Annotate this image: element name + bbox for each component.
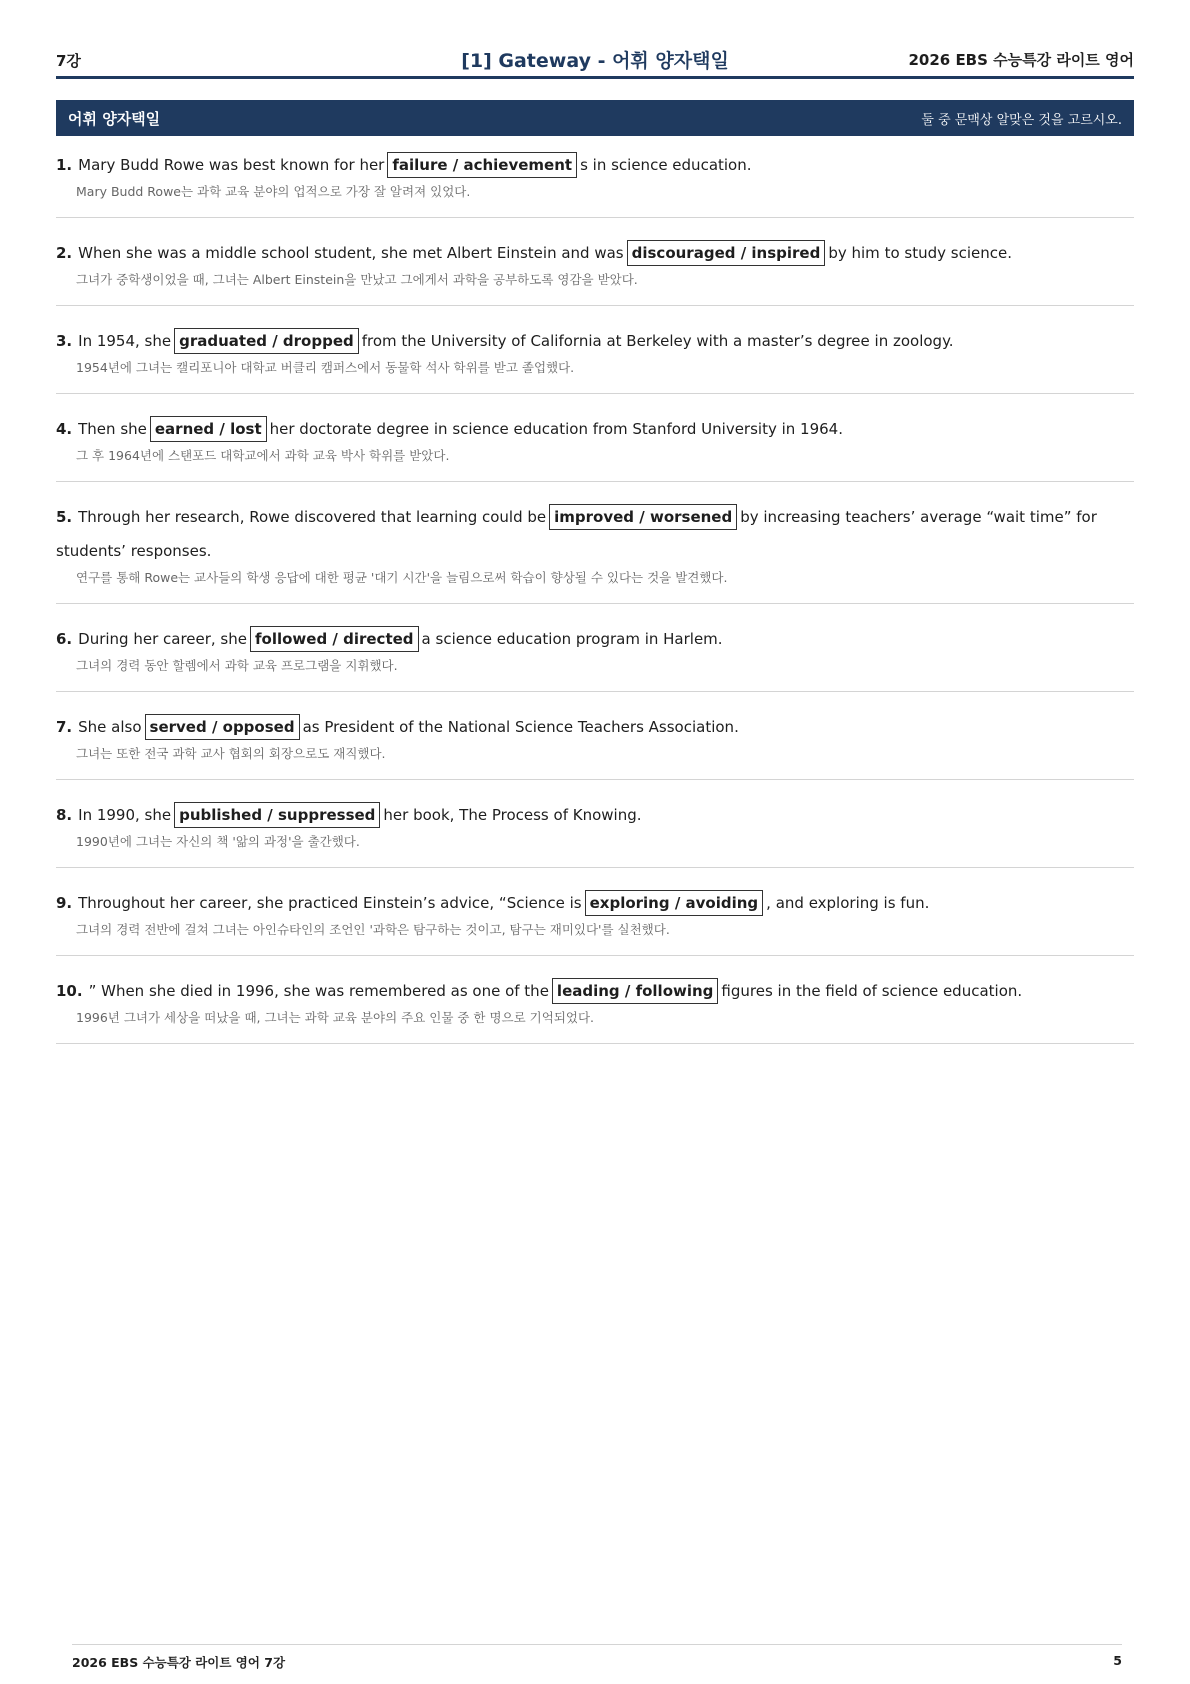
question-korean-translation: 1996년 그녀가 세상을 떠났을 때, 그녀는 과학 교육 분야의 주요 인물 중 한 명으로 기억되었다.	[76, 1010, 595, 1025]
question-english	[56, 622, 1134, 656]
page-footer	[72, 1644, 1122, 1673]
sentence-after: figures in the field of science education.	[721, 982, 1023, 1000]
sentence-before: During her career, she	[78, 630, 247, 648]
question-english	[56, 236, 1134, 270]
question-number: 3.	[56, 332, 73, 350]
question-english	[56, 412, 1134, 446]
choice-box[interactable]: followed / directed	[250, 626, 419, 652]
choice-box[interactable]: published / suppressed	[174, 802, 380, 828]
question-item	[56, 144, 1134, 218]
question-english	[56, 798, 1134, 832]
footer-book-title: 2026 EBS 수능특강 라이트 영어 7강	[72, 1655, 286, 1670]
question-number: 6.	[56, 630, 73, 648]
sentence-after: her doctorate degree in science education from Stanford University in 1964.	[269, 420, 843, 438]
sentence-before: When she was a middle school student, she met Albert Einstein and was	[78, 244, 624, 262]
question-list	[56, 144, 1134, 1058]
question-item	[56, 496, 1134, 604]
question-korean-translation: Mary Budd Rowe는 과학 교육 분야의 업적으로 가장 잘 알려져 있었다.	[76, 184, 471, 199]
section-banner	[56, 100, 1134, 136]
sentence-before: ” When she died in 1996, she was remembered as one of the	[88, 982, 549, 1000]
choice-box[interactable]: served / opposed	[145, 714, 300, 740]
question-number: 5.	[56, 508, 73, 526]
sentence-after: as President of the National Science Teachers Association.	[302, 718, 739, 736]
choice-box[interactable]: failure / achievement	[387, 152, 577, 178]
question-item	[56, 970, 1134, 1044]
sentence-before: Throughout her career, she practiced Einstein’s advice, “Science is	[78, 894, 582, 912]
choice-box[interactable]: exploring / avoiding	[585, 890, 764, 916]
question-korean-translation: 그녀가 중학생이었을 때, 그녀는 Albert Einstein을 만났고 그에게서 과학을 공부하도록 영감을 받았다.	[76, 272, 638, 287]
page-number: 5	[1113, 1653, 1122, 1668]
question-number: 8.	[56, 806, 73, 824]
choice-box[interactable]: discouraged / inspired	[627, 240, 826, 266]
question-number: 4.	[56, 420, 73, 438]
sentence-after: by increasing teachers’ average “wait time” for students’ responses.	[56, 508, 1097, 560]
page-title: [1] Gateway - 어휘 양자택일	[461, 50, 729, 72]
page-header	[56, 44, 1134, 79]
question-korean-translation: 그녀의 경력 전반에 걸쳐 그녀는 아인슈타인의 조언인 '과학은 탐구하는 것이고, 탐구는 재미있다'를 실천했다.	[76, 922, 670, 937]
question-item	[56, 794, 1134, 868]
question-english	[56, 500, 1134, 568]
choice-box[interactable]: improved / worsened	[549, 504, 737, 530]
sentence-after: from the University of California at Berkeley with a master’s degree in zoology.	[361, 332, 954, 350]
question-english	[56, 886, 1134, 920]
question-korean-translation: 그녀는 또한 전국 과학 교사 협회의 회장으로도 재직했다.	[76, 746, 386, 761]
question-korean-translation: 그녀의 경력 동안 할렘에서 과학 교육 프로그램을 지휘했다.	[76, 658, 398, 673]
sentence-after: a science education program in Harlem.	[421, 630, 723, 648]
sentence-before: Through her research, Rowe discovered that learning could be	[78, 508, 547, 526]
choice-box[interactable]: leading / following	[552, 978, 719, 1004]
question-item	[56, 882, 1134, 956]
question-korean-translation: 그 후 1964년에 스탠포드 대학교에서 과학 교육 박사 학위를 받았다.	[76, 448, 450, 463]
sentence-before: In 1990, she	[78, 806, 172, 824]
book-title: 2026 EBS 수능특강 라이트 영어	[908, 51, 1134, 69]
question-item	[56, 232, 1134, 306]
section-title: 어휘 양자택일	[68, 110, 161, 128]
question-item	[56, 618, 1134, 692]
question-english	[56, 974, 1134, 1008]
question-english	[56, 324, 1134, 358]
sentence-before: She also	[78, 718, 142, 736]
question-item	[56, 408, 1134, 482]
question-korean-translation: 1990년에 그녀는 자신의 책 '앎의 과정'을 출간했다.	[76, 834, 360, 849]
question-number: 1.	[56, 156, 73, 174]
lesson-label: 7강	[56, 52, 81, 70]
sentence-before: In 1954, she	[78, 332, 172, 350]
sentence-after: s in science education.	[580, 156, 752, 174]
question-english	[56, 148, 1134, 182]
sentence-before: Mary Budd Rowe was best known for her	[78, 156, 385, 174]
sentence-after: , and exploring is fun.	[766, 894, 930, 912]
section-instruction: 둘 중 문맥상 알맞은 것을 고르시오.	[921, 113, 1122, 128]
question-english	[56, 710, 1134, 744]
question-number: 10.	[56, 982, 83, 1000]
sentence-after: her book, The Process of Knowing.	[383, 806, 642, 824]
choice-box[interactable]: earned / lost	[150, 416, 267, 442]
question-korean-translation: 1954년에 그녀는 캘리포니아 대학교 버클리 캠퍼스에서 동물학 석사 학위를 받고 졸업했다.	[76, 360, 575, 375]
question-item	[56, 706, 1134, 780]
question-number: 2.	[56, 244, 73, 262]
question-korean-translation: 연구를 통해 Rowe는 교사들의 학생 응답에 대한 평균 '대기 시간'을 늘림으로써 학습이 향상될 수 있다는 것을 발견했다.	[76, 570, 728, 585]
sentence-after: by him to study science.	[828, 244, 1012, 262]
question-number: 7.	[56, 718, 73, 736]
question-item	[56, 320, 1134, 394]
sentence-before: Then she	[78, 420, 147, 438]
choice-box[interactable]: graduated / dropped	[174, 328, 359, 354]
question-number: 9.	[56, 894, 73, 912]
